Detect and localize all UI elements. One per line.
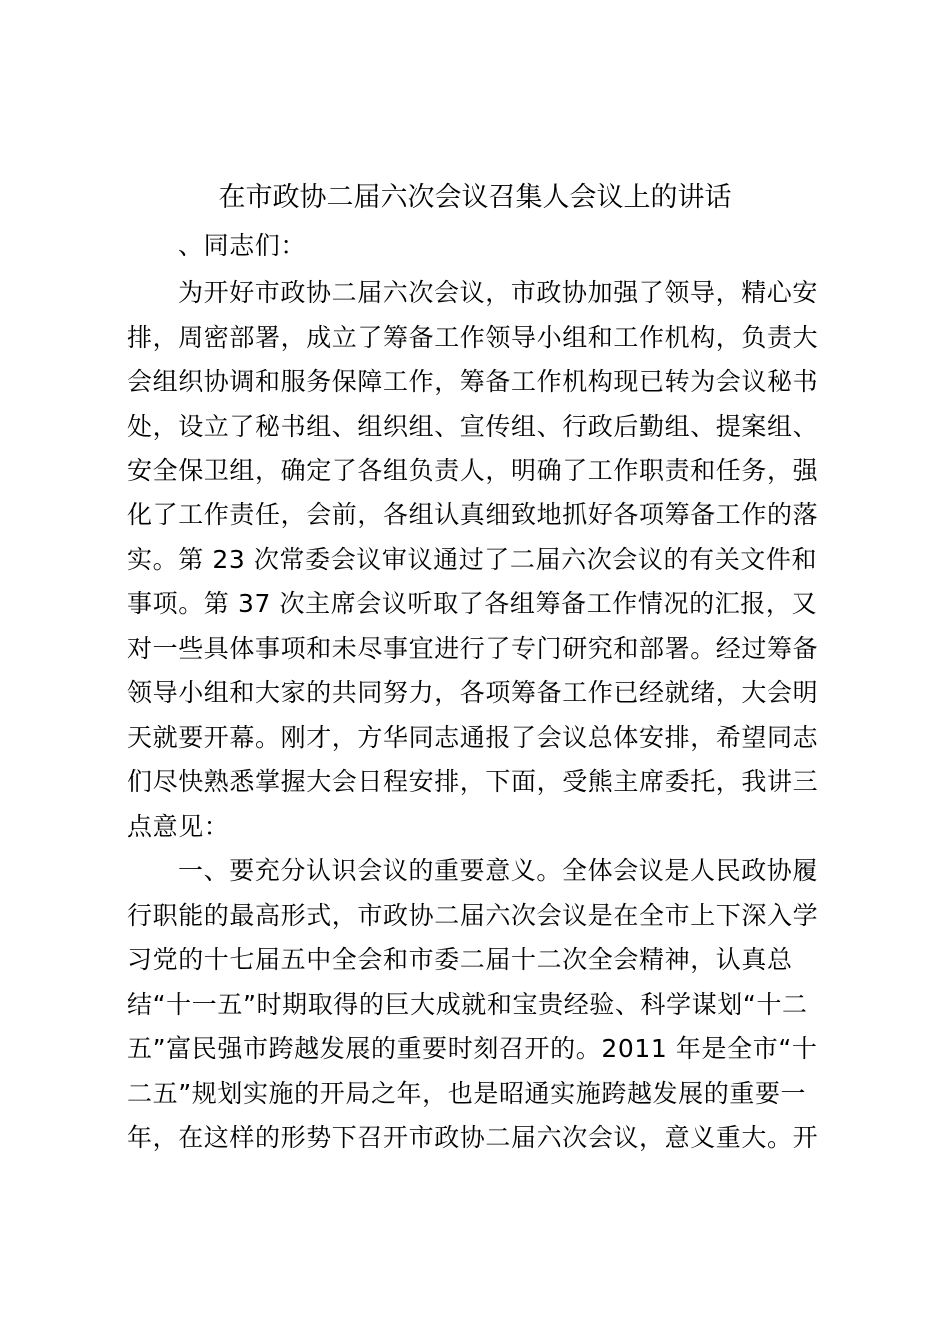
body-line: 天就要开幕。刚才，方华同志通报了会议总体安排，希望同志 (127, 723, 819, 752)
body-line: 排，周密部署，成立了筹备工作领导小组和工作机构，负责大 (127, 323, 819, 352)
body-line: 对一些具体事项和未尽事宜进行了专门研究和部署。经过筹备 (127, 634, 819, 663)
salutation-line: 、同志们： (178, 231, 307, 260)
body-line: 安全保卫组，确定了各组负责人，明确了工作职责和任务，强 (127, 456, 819, 485)
body-line: 五”富民强市跨越发展的重要时刻召开的。2011 年是全市“十 (127, 1034, 818, 1063)
body-line: 化了工作责任，会前，各组认真细致地抓好各项筹备工作的落 (127, 500, 819, 529)
body-line: 一、要充分认识会议的重要意义。全体会议是人民政协履 (178, 856, 819, 885)
body-line: 二五”规划实施的开局之年，也是昭通实施跨越发展的重要一 (127, 1079, 807, 1108)
body-line: 事项。第 37 次主席会议听取了各组筹备工作情况的汇报，又 (127, 589, 818, 618)
body-line: 处，设立了秘书组、组织组、宣传组、行政后勤组、提案组、 (127, 412, 819, 441)
body-line: 点意见： (127, 812, 230, 841)
body-line: 领导小组和大家的共同努力，各项筹备工作已经就绪，大会明 (127, 678, 819, 707)
body-line: 习党的十七届五中全会和市委二届十二次全会精神，认真总 (127, 945, 793, 974)
body-line: 会组织协调和服务保障工作，筹备工作机构现已转为会议秘书 (127, 367, 819, 396)
body-line: 结“十一五”时期取得的巨大成就和宝贵经验、科学谋划“十二 (127, 990, 808, 1019)
document-title: 在市政协二届六次会议召集人会议上的讲话 (218, 182, 732, 213)
body-line: 实。第 23 次常委会议审议通过了二届六次会议的有关文件和 (127, 545, 818, 574)
body-line: 们尽快熟悉掌握大会日程安排，下面，受熊主席委托，我讲三 (127, 767, 819, 796)
body-line: 行职能的最高形式，市政协二届六次会议是在全市上下深入学 (127, 901, 819, 930)
body-line: 年，在这样的形势下召开市政协二届六次会议，意义重大。开 (127, 1123, 819, 1152)
body-line: 为开好市政协二届六次会议，市政协加强了领导，精心安 (178, 278, 819, 307)
